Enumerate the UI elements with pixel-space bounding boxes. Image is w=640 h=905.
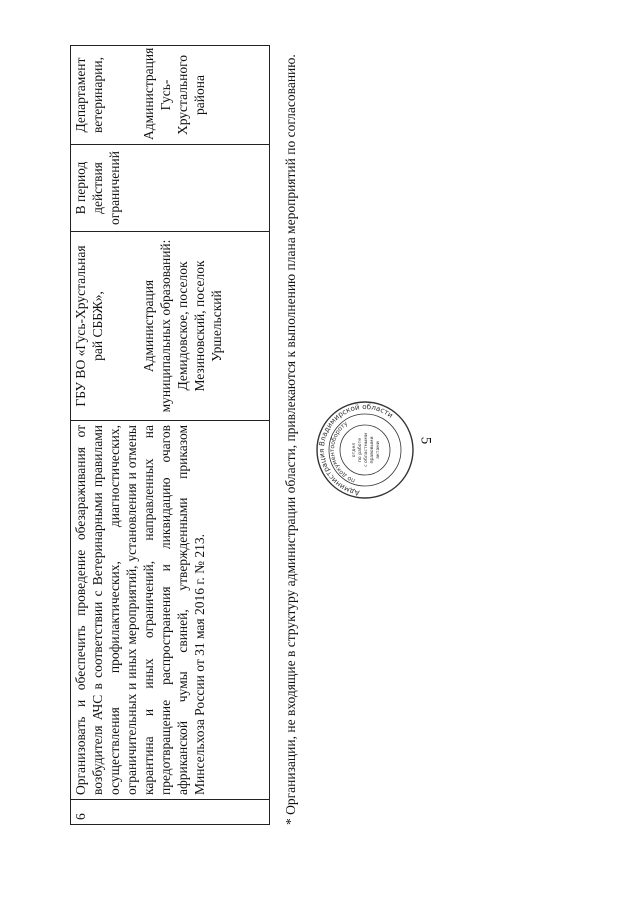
official-seal: [315, 400, 415, 500]
executor-primary: ГБУ ВО «Гусь-Хрустальная рай СББЖ»,: [73, 245, 105, 407]
seal-outer-text: Администрация Владимирской области: [316, 401, 395, 498]
task-cell: Организовать и обеспечить проведение обезараживания от возбудителя АЧС в соответствии с Ветеринарными правилами осуществления профилактических, диагностических, ограничительных и иных мероприятий, установления и отмены карантина и иных ограничений, направленных на предотвращение распространения и ликвидацию очагов африканской чумы свиней, утвержденными приказом Минсельхоза России от 31 мая 2016 г. № 213.: [71, 421, 270, 800]
page-number: 5: [417, 436, 434, 445]
svg-text:правовыми: правовыми: [370, 436, 375, 464]
footnote: * Организации, не входящие в структуру администрации области, привлекаются к выполнению плана мероприятий по согласованию.: [283, 54, 298, 825]
svg-text:отдел: отдел: [352, 442, 357, 458]
measures-table: [70, 45, 270, 825]
rotated-sheet: [70, 45, 330, 825]
responsible-secondary: Администрация Гусь-Хрустального района: [141, 47, 207, 140]
seal-inner-text: [352, 433, 381, 467]
executors-cell: [71, 232, 270, 421]
svg-text:по работе: по работе: [358, 437, 363, 463]
table-row: [71, 46, 270, 825]
svg-text:с областными: с областными: [364, 433, 369, 467]
responsible-primary: Департамент ветеринарии,: [73, 57, 105, 133]
row-number: 6: [71, 800, 270, 825]
svg-text:актами: актами: [376, 441, 381, 459]
seal-middle-text: по документообороту: [328, 420, 357, 485]
executor-secondary: Администрация муниципальных образований: Демидовское, поселок Мезиновский, поселок Уршельский: [141, 239, 224, 413]
term-cell: В период действия ограничений: [71, 145, 270, 232]
responsible-cell: [71, 46, 270, 145]
